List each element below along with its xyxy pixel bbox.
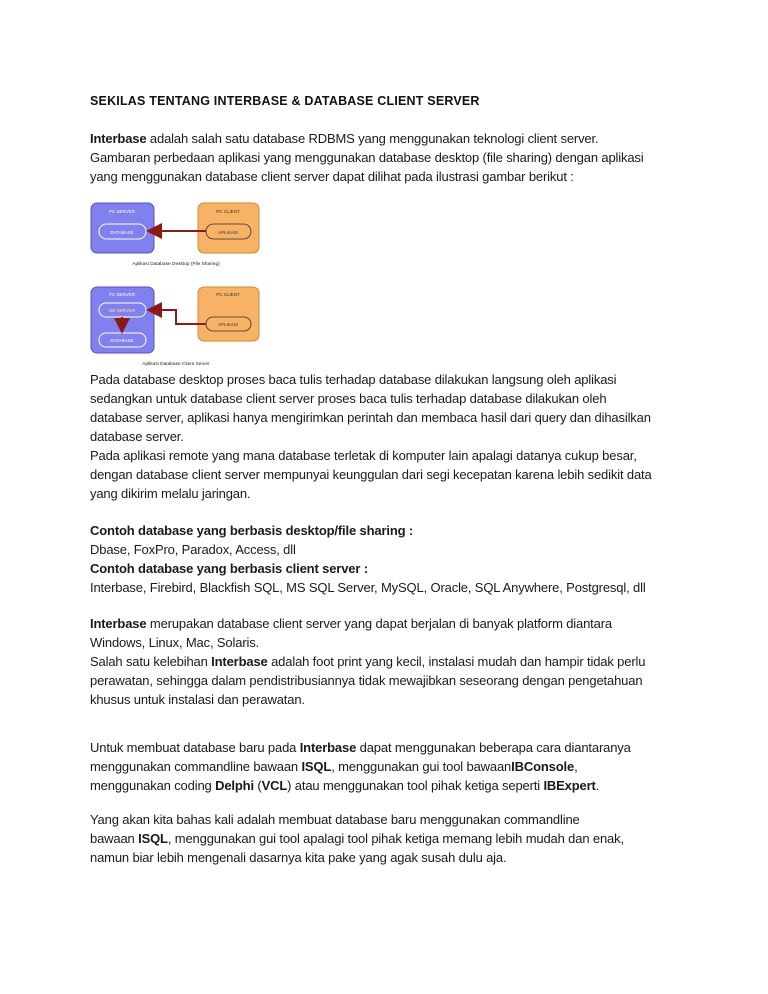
pc-client-label: PC CLIENT	[216, 209, 240, 214]
text-line	[90, 776, 690, 795]
bold-term: IBConsole	[511, 759, 575, 774]
aplikasi-label: APLIKASI	[217, 230, 239, 235]
text-line: Pada database desktop proses baca tulis terhadap database dilakukan langsung oleh aplikasi	[90, 372, 617, 387]
text-line	[90, 757, 690, 776]
diagram-file-sharing-svg	[90, 201, 262, 271]
bold-term: IBExpert	[543, 778, 596, 793]
text-line: khusus untuk instalasi dan perawatan.	[90, 692, 305, 707]
text-span: ,	[574, 759, 578, 774]
intro-paragraph	[90, 129, 690, 186]
pc-client-label: PC CLIENT	[216, 292, 240, 297]
text-line: dengan database client server mempunyai keunggulan dari segi kecepatan karena lebih sedikit data	[90, 467, 652, 482]
text-span: Salah satu kelebihan	[90, 654, 212, 669]
text-line: perawatan, sehingga dalam pendistribusiannya tidak mewajibkan seseorang dengan pengetahuan	[90, 673, 643, 688]
text-line	[90, 829, 690, 848]
text-line: yang dikirim melalu jaringan.	[90, 486, 251, 501]
text-span: dapat menggunakan beberapa cara diantaranya	[356, 740, 631, 755]
text-span: merupakan database client server yang dapat berjalan di banyak platform diantara	[146, 616, 612, 631]
text-span: adalah foot print yang kecil, instalasi mudah dan hampir tidak perlu	[267, 654, 646, 669]
intro-line: yang menggunakan database client server dapat dilihat pada ilustrasi gambar berikut :	[90, 169, 574, 184]
diagram-caption: Aplikasi Database Desktop (File Sharing)	[132, 262, 220, 267]
text-span: (	[253, 778, 262, 793]
bold-term: Interbase	[211, 654, 268, 669]
text-span: menggunakan coding	[90, 778, 216, 793]
text-line: Yang akan kita bahas kali adalah membuat database baru menggunakan commandline	[90, 812, 580, 827]
bold-term: ISQL	[138, 831, 168, 846]
client-server-examples-heading: Contoh database yang berbasis client server :	[90, 561, 368, 576]
text-span: adalah salah satu database RDBMS yang menggunakan teknologi client server.	[146, 131, 599, 146]
text-line: sedangkan untuk database client server proses baca tulis terhadap database dilakukan oleh	[90, 391, 607, 406]
database-label: DATABASE	[110, 230, 134, 235]
paragraph-interbase-features	[90, 614, 690, 709]
bold-term: Delphi	[215, 778, 254, 793]
text-span: .	[595, 778, 600, 793]
desktop-examples-heading: Contoh database yang berbasis desktop/file sharing :	[90, 523, 414, 538]
bold-term: Interbase	[90, 616, 147, 631]
bold-term: Interbase	[299, 740, 357, 755]
text-line	[90, 738, 690, 757]
text-span: bawaan	[90, 831, 139, 846]
pc-server-label: PC SERVER	[109, 209, 135, 214]
intro-line: Gambaran perbedaan aplikasi yang menggunakan database desktop (file sharing) dengan aplikasi	[90, 150, 644, 165]
aplikasi-label: APLIKASI	[217, 322, 239, 327]
text-span: , menggunakan gui tool bawaan	[331, 759, 512, 774]
db-server-label: DB SERVER	[109, 308, 135, 313]
bold-term: Interbase	[90, 131, 147, 146]
bold-term: VCL	[261, 778, 288, 793]
bold-term: ISQL	[301, 759, 332, 774]
intro-line	[90, 129, 690, 148]
text-line: Pada aplikasi remote yang mana database terletak di komputer lain apalagi datanya cukup besar,	[90, 448, 637, 463]
examples-section	[90, 521, 690, 597]
text-line: namun biar lebih mengenali dasarnya kita pake yang agak susah dulu aja.	[90, 850, 507, 865]
text-line	[90, 652, 690, 671]
desktop-examples-list: Dbase, FoxPro, Paradox, Access, dll	[90, 542, 296, 557]
paragraph-desktop-vs-client-server	[90, 370, 690, 503]
page-title: SEKILAS TENTANG INTERBASE & DATABASE CLIENT SERVER	[90, 94, 480, 108]
pc-server-label: PC SERVER	[109, 292, 135, 297]
paragraph-create-database-methods	[90, 738, 690, 795]
diagram-client-server	[90, 286, 262, 368]
text-span: Untuk membuat database baru pada	[90, 740, 300, 755]
text-line	[90, 614, 690, 633]
diagram-file-sharing	[90, 201, 262, 271]
database-label: DATABASE	[110, 338, 134, 343]
paragraph-isql-intro	[90, 810, 690, 867]
text-span: ) atau menggunakan tool pihak ketiga seperti	[287, 778, 544, 793]
text-span: menggunakan commandline bawaan	[90, 759, 302, 774]
text-line: database server, aplikasi hanya mengirimkan perintah dan membaca hasil dari query dan dihasilkan	[90, 410, 651, 425]
text-line: database server.	[90, 429, 184, 444]
diagram-caption: Aplikasi Database Client Server	[142, 362, 210, 367]
diagram-client-server-svg	[90, 286, 262, 368]
text-line: Windows, Linux, Mac, Solaris.	[90, 635, 260, 650]
text-span: , menggunakan gui tool apalagi tool pihak ketiga memang lebih mudah dan enak,	[167, 831, 624, 846]
client-server-examples-list: Interbase, Firebird, Blackfish SQL, MS SQL Server, MySQL, Oracle, SQL Anywhere, Postgresql, dll	[90, 580, 646, 595]
